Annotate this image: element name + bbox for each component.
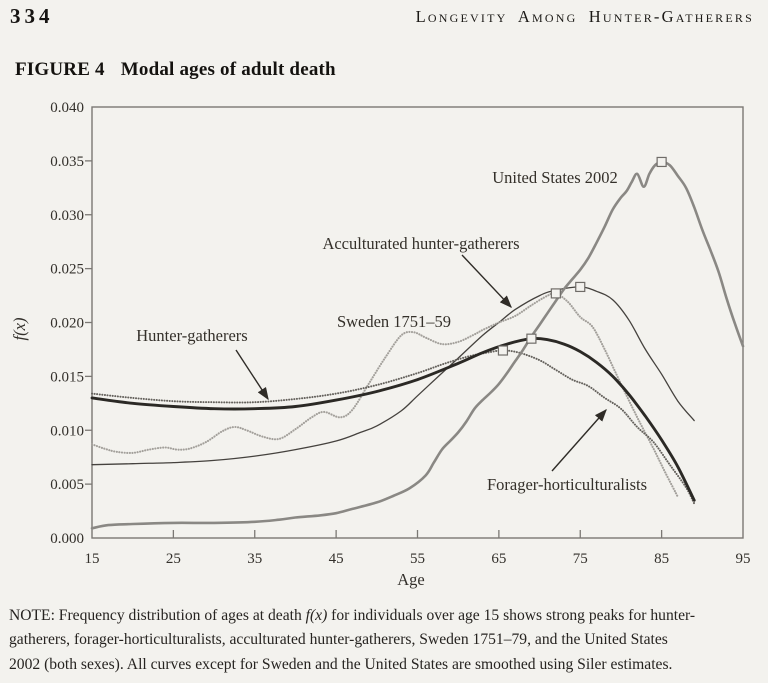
figure-note	[9, 604, 761, 677]
figure-title	[15, 59, 336, 81]
y-tick-label: 0.035	[50, 153, 84, 170]
x-tick-label: 55	[410, 551, 425, 567]
peak-marker-forager-horticulturalists	[498, 346, 507, 355]
x-tick-label: 85	[654, 551, 670, 567]
us-label: United States 2002	[492, 168, 618, 187]
hunter-gatherers-label-arrow	[236, 350, 268, 399]
y-tick-label: 0.005	[50, 477, 84, 494]
y-tick-label: 0.020	[50, 315, 84, 332]
page-number: 334	[10, 4, 54, 28]
forager-label-arrow	[552, 410, 606, 471]
x-tick-label: 45	[328, 551, 344, 567]
x-axis-label: Age	[397, 570, 425, 589]
sweden-label: Sweden 1751–59	[336, 312, 452, 331]
y-tick-label: 0.000	[50, 531, 84, 547]
note-line-3: 2002 (both sexes). All curves except for Sweden and the United States are smoothed using Siler estimates.	[9, 655, 673, 673]
x-tick-label: 25	[165, 551, 181, 567]
note-text: for individuals over age 15 shows strong peaks for hunter-	[327, 607, 696, 624]
chart	[0, 95, 768, 600]
running-head: Longevity Among Hunter-Gatherers	[415, 7, 754, 26]
note-fx-italic: f(x)	[305, 607, 328, 624]
x-tick-label: 15	[84, 551, 100, 567]
y-tick-label: 0.015	[50, 369, 84, 386]
x-tick-label: 35	[247, 551, 263, 567]
y-tick-label: 0.040	[50, 100, 84, 116]
figure-name: Modal ages of adult death	[120, 59, 336, 80]
note-text: NOTE: Frequency distribution of ages at death	[9, 607, 306, 624]
series-united-states-2002	[92, 162, 743, 528]
peak-marker-sweden-1751-59	[576, 282, 585, 291]
hunter-gatherers-label: Hunter-gatherers	[136, 326, 248, 345]
peak-marker-hunter-gatherers	[527, 334, 536, 343]
peak-marker-united-states-2002	[657, 157, 666, 166]
acculturated-label-arrow	[462, 255, 511, 307]
y-tick-label: 0.025	[50, 261, 84, 278]
note-line-1	[9, 604, 761, 628]
y-axis-label: f(x)	[10, 317, 29, 341]
y-tick-label: 0.030	[50, 207, 84, 224]
forager-label: Forager-horticulturalists	[486, 475, 648, 494]
x-tick-label: 95	[735, 551, 751, 567]
figure-label: FIGURE 4	[15, 59, 105, 80]
y-tick-label: 0.010	[50, 423, 84, 440]
note-line-2: gatherers, forager-horticulturalists, acculturated hunter-gatherers, Sweden 1751–79, and the United States	[9, 631, 668, 649]
peak-marker-acculturated-hunter-gatherers	[551, 289, 560, 298]
acculturated-label: Acculturated hunter-gatherers	[322, 234, 520, 253]
x-tick-label: 75	[572, 551, 588, 567]
x-tick-label: 65	[491, 551, 507, 567]
